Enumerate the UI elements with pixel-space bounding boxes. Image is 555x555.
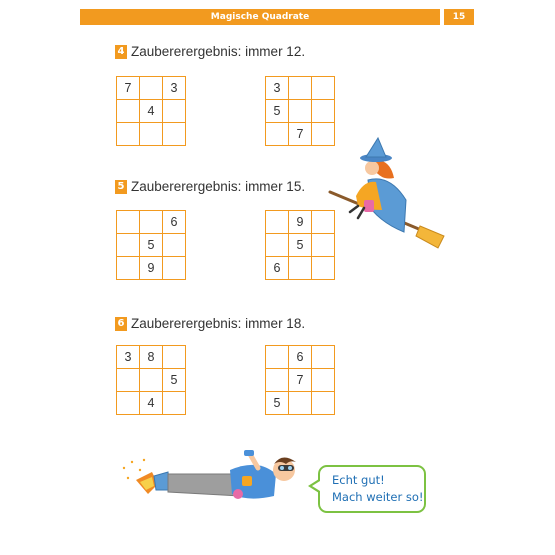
- cell[interactable]: 5: [140, 234, 163, 257]
- cell[interactable]: [117, 392, 140, 415]
- cell[interactable]: [117, 211, 140, 234]
- cell[interactable]: 6: [163, 211, 186, 234]
- page-number-text: 15: [452, 12, 466, 22]
- cell[interactable]: [140, 77, 163, 100]
- cell[interactable]: 3: [266, 77, 289, 100]
- cell[interactable]: 4: [140, 100, 163, 123]
- cell[interactable]: 4: [140, 392, 163, 415]
- task-6-heading: [115, 316, 305, 331]
- task-5-heading: [115, 179, 305, 194]
- cell[interactable]: [312, 100, 335, 123]
- cell[interactable]: [266, 369, 289, 392]
- page-title: Magische Quadrate: [210, 12, 310, 22]
- speech-bubble-line-2: Mach weiter so!: [332, 490, 424, 504]
- cell[interactable]: 5: [289, 234, 312, 257]
- cell[interactable]: [312, 77, 335, 100]
- magic-square-5a: [116, 210, 186, 280]
- magic-square-4a: [116, 76, 186, 146]
- cell[interactable]: [163, 346, 186, 369]
- flying-boy-illustration: [118, 450, 308, 525]
- task-4-heading: [115, 44, 305, 59]
- cell[interactable]: 5: [163, 369, 186, 392]
- cell[interactable]: [312, 369, 335, 392]
- cell[interactable]: [289, 100, 312, 123]
- speech-bubble: [318, 465, 426, 513]
- cell[interactable]: 7: [117, 77, 140, 100]
- cell[interactable]: [312, 392, 335, 415]
- task-label: Zaubererergebnis: immer 15.: [131, 179, 306, 194]
- cell[interactable]: 3: [163, 77, 186, 100]
- task-number-badge: 5: [115, 180, 127, 194]
- cell[interactable]: 8: [140, 346, 163, 369]
- cell[interactable]: [117, 369, 140, 392]
- cell[interactable]: [266, 123, 289, 146]
- speech-bubble-tail-inner: [312, 481, 320, 491]
- cell[interactable]: 5: [266, 100, 289, 123]
- cell[interactable]: 7: [289, 369, 312, 392]
- task-number-badge: 6: [115, 317, 127, 331]
- cell[interactable]: 5: [266, 392, 289, 415]
- magic-square-6b: [265, 345, 335, 415]
- cell[interactable]: [163, 100, 186, 123]
- cell[interactable]: [117, 257, 140, 280]
- cell[interactable]: [117, 100, 140, 123]
- cell[interactable]: [312, 346, 335, 369]
- cell[interactable]: [140, 123, 163, 146]
- cell[interactable]: [289, 257, 312, 280]
- cell[interactable]: [266, 346, 289, 369]
- cell[interactable]: [117, 234, 140, 257]
- cell[interactable]: [312, 257, 335, 280]
- cell[interactable]: 9: [289, 211, 312, 234]
- cell[interactable]: [266, 211, 289, 234]
- page-number: [444, 9, 474, 25]
- cell[interactable]: 7: [289, 123, 312, 146]
- magic-square-4b: [265, 76, 335, 146]
- speech-bubble-line-1: Echt gut!: [332, 473, 385, 487]
- cell[interactable]: [140, 369, 163, 392]
- cell[interactable]: 6: [289, 346, 312, 369]
- cell[interactable]: [163, 257, 186, 280]
- cell[interactable]: [289, 77, 312, 100]
- cell[interactable]: [163, 234, 186, 257]
- witch-on-broom-illustration: [328, 140, 446, 250]
- cell[interactable]: [117, 123, 140, 146]
- cell[interactable]: [266, 234, 289, 257]
- cell[interactable]: 9: [140, 257, 163, 280]
- cell[interactable]: 3: [117, 346, 140, 369]
- task-label: Zaubererergebnis: immer 18.: [131, 316, 306, 331]
- task-number-badge: 4: [115, 45, 127, 59]
- cell[interactable]: [163, 123, 186, 146]
- cell[interactable]: [289, 392, 312, 415]
- cell[interactable]: [163, 392, 186, 415]
- cell[interactable]: [140, 211, 163, 234]
- page-header-bar: [80, 9, 440, 25]
- magic-square-6a: [116, 345, 186, 415]
- task-label: Zaubererergebnis: immer 12.: [131, 44, 306, 59]
- magic-square-5b: [265, 210, 335, 280]
- cell[interactable]: 6: [266, 257, 289, 280]
